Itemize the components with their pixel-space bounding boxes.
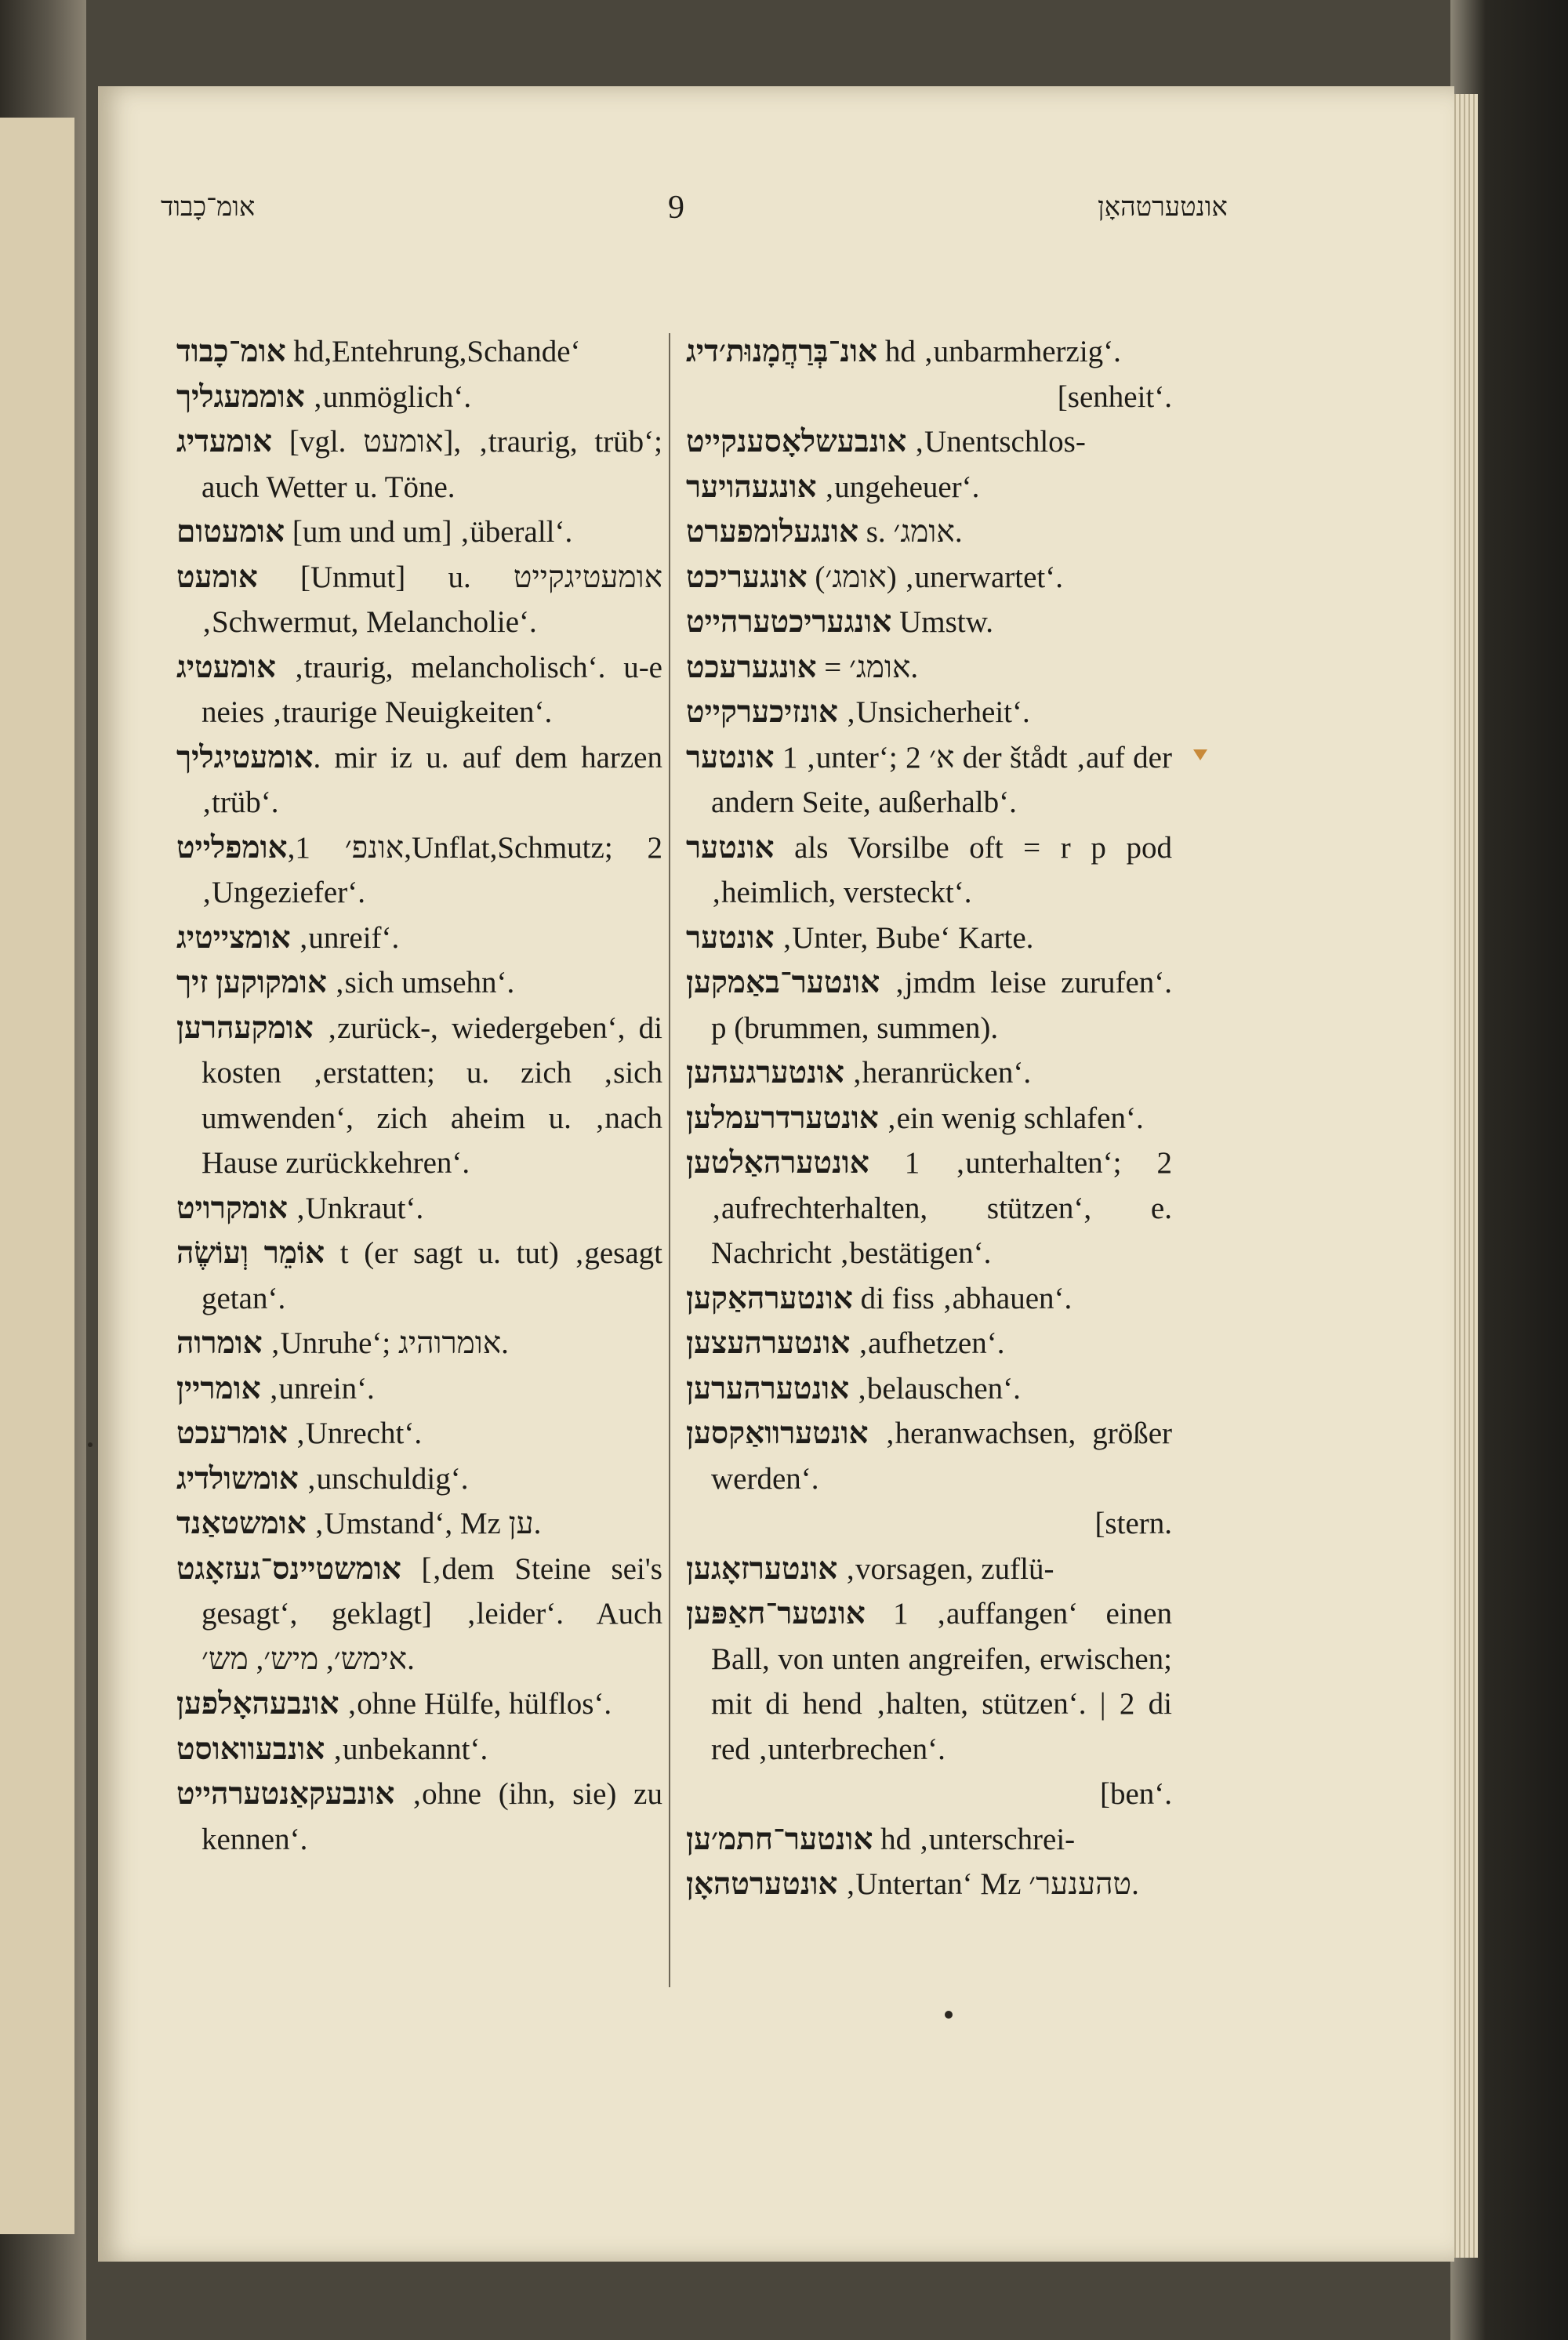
headword: אומקעהרען xyxy=(176,1010,314,1045)
definition: [um und um] ‚überall‘. xyxy=(285,515,573,549)
dictionary-entry xyxy=(686,1591,1172,1772)
dictionary-entry xyxy=(686,1547,1172,1592)
margin-marker-icon xyxy=(1193,749,1207,760)
dictionary-entry xyxy=(686,1772,1172,1817)
page-number: 9 xyxy=(668,190,684,226)
ink-speck xyxy=(945,2011,953,2019)
definition: ‚traurig, melancholisch‘. u-e neies ‚traurige Neuigkeiten‘. xyxy=(201,650,662,729)
definition: (אומג׳) ‚unerwartet‘. xyxy=(807,560,1063,594)
definition: ‚ungeheuer‘. xyxy=(816,470,980,504)
dictionary-entry xyxy=(176,1186,662,1232)
definition: ‚belauschen‘. xyxy=(849,1371,1021,1406)
definition: ‚Unsicherheit‘. xyxy=(837,695,1030,729)
dictionary-entry xyxy=(176,1682,662,1727)
dictionary-entry xyxy=(176,375,662,420)
headword: אונטערהערען xyxy=(686,1371,850,1406)
dictionary-entry xyxy=(176,1727,662,1772)
dictionary-entry xyxy=(686,1096,1172,1141)
definition: hd ‚unbarmherzig‘. xyxy=(877,335,1121,368)
definition: ‚vorsagen, zuflü- xyxy=(837,1551,1054,1586)
definition: Umstw. xyxy=(891,605,993,639)
definition: s. אומג׳. xyxy=(858,515,963,549)
definition: [ben‘. xyxy=(1099,1777,1172,1811)
headword: אומעט xyxy=(176,560,258,594)
dictionary-entry xyxy=(686,555,1172,600)
definition: ‚sich umsehn‘. xyxy=(326,966,515,999)
definition: ‚unbekannt‘. xyxy=(325,1732,488,1766)
left-column xyxy=(176,329,662,1862)
headword: אונטער־חאַפּען xyxy=(686,1597,866,1631)
dictionary-entry xyxy=(686,375,1172,420)
headword: אונגעריכט xyxy=(686,560,808,594)
headword: אונבעקאַנטערהייט xyxy=(176,1777,395,1811)
definition: ,אונפ׳ 1,Unflat,Schmutz; 2 ‚Ungeziefer‘. xyxy=(201,830,662,909)
dictionary-entry xyxy=(686,1411,1172,1501)
definition: ‚aufhetzen‘. xyxy=(850,1326,1005,1360)
dictionary-entry xyxy=(686,916,1172,961)
definition: ‚jmdm leise zurufen‘. p (brummen, summen). xyxy=(711,966,1172,1045)
headword: אומעטיגליך xyxy=(176,740,314,775)
headword: אונגעריכטערהייט xyxy=(686,605,892,639)
definition: hd,Entehrung,Schande‘ xyxy=(285,335,581,368)
definition: ‚unmöglich‘. xyxy=(304,379,472,414)
headword: אונטער xyxy=(686,740,775,775)
dictionary-entry xyxy=(176,1411,662,1457)
dictionary-entry xyxy=(176,1006,662,1186)
headword: אומקוקען זיך xyxy=(176,966,327,999)
definition: ‚ohne Hülfe, hülflos‘. xyxy=(339,1687,612,1721)
headword: אונגערעכט xyxy=(686,650,817,684)
definition: 1 ‚unterhalten‘; 2 ‚aufrechterhalten, stützen‘, e. Nachricht ‚bestätigen‘. xyxy=(711,1146,1172,1270)
definition: ‚Unrecht‘. xyxy=(287,1417,423,1450)
headword: אונטער xyxy=(686,920,775,955)
dictionary-entry xyxy=(176,419,662,510)
headword: אונבעשלאָסענקייט xyxy=(686,425,907,459)
definition: [stern. xyxy=(1094,1507,1172,1540)
dictionary-entry xyxy=(176,645,662,735)
definition: [senheit‘. xyxy=(1057,379,1172,414)
definition: ‚Unkraut‘. xyxy=(287,1191,424,1225)
dictionary-entry xyxy=(176,1366,662,1412)
dictionary-entry xyxy=(176,1547,662,1682)
headword: אומעדיג xyxy=(176,425,273,459)
dictionary-entry xyxy=(686,1276,1172,1322)
definition: [Unmut] u. אומעטיגקייט ‚Schwermut, Melancholie‘. xyxy=(201,560,662,639)
definition: ‚heranrücken‘. xyxy=(844,1056,1032,1090)
definition: di fiss ‚abhauen‘. xyxy=(852,1281,1073,1315)
definition: ‚ohne (ihn, sie) zu kennen‘. xyxy=(201,1777,662,1856)
definition: ‚Unruhe‘; אומרוהיג. xyxy=(262,1326,509,1360)
dictionary-entry xyxy=(686,1050,1172,1096)
headword: אונטערטהאָן xyxy=(686,1867,838,1901)
definition: ‚unrein‘. xyxy=(260,1371,375,1406)
headword: אומשטיינס־געזאָגט xyxy=(176,1551,401,1586)
dictionary-entry xyxy=(686,825,1172,916)
dictionary-entry xyxy=(686,419,1172,465)
headword: אומרעכט xyxy=(176,1417,288,1450)
dictionary-entry xyxy=(176,510,662,555)
headword: אומשטאַנד xyxy=(176,1507,307,1540)
dictionary-entry xyxy=(686,690,1172,735)
dictionary-entry xyxy=(686,960,1172,1050)
headword: אונבעוואוסט xyxy=(176,1732,325,1766)
headword: אומפלייט xyxy=(176,830,288,865)
definition: t (er sagt u. tut) ‚gesagt getan‘. xyxy=(201,1236,662,1315)
definition: ‚Umstand‘, Mz ען. xyxy=(306,1507,542,1540)
dictionary-entry xyxy=(686,510,1172,555)
dictionary-entry xyxy=(176,1501,662,1547)
definition: ‚unschuldig‘. xyxy=(298,1461,469,1496)
definition: ‚Untertan‘ Mz טהענער׳. xyxy=(837,1867,1139,1901)
headword: אומעטום xyxy=(176,515,285,549)
headword: אונ־בְּרַחֲמָנוּת׳דיג xyxy=(686,335,878,368)
headword: אומרוה xyxy=(176,1326,263,1360)
headword: אומעטיג xyxy=(176,650,276,684)
definition: hd ‚unterschrei- xyxy=(873,1822,1076,1856)
dictionary-entry xyxy=(176,1772,662,1862)
definition: [‚dem Steine sei's gesagt‘, geklagt] ‚leider‘. Auch אימש׳, מיש׳, מש׳. xyxy=(201,1551,662,1676)
running-head-right: אונטערטהאָן xyxy=(1098,193,1228,222)
definition: 1 ‚unter‘; 2 א׳ der štådt ‚auf der andern Seite, außerhalb‘. xyxy=(711,740,1172,819)
headword: אומריין xyxy=(176,1371,261,1406)
dictionary-entry xyxy=(686,1817,1172,1863)
definition: = אומג׳. xyxy=(816,650,919,684)
definition: ‚Unentschlos- xyxy=(906,425,1086,459)
headword: אומ־כָבוד xyxy=(176,335,286,368)
ink-speck xyxy=(88,1442,93,1447)
dictionary-entry xyxy=(686,600,1172,645)
dictionary-entry xyxy=(686,1321,1172,1366)
headword: אונטערהאַלטען xyxy=(686,1146,869,1180)
definition: als Vorsilbe oft = r p pod ‚heimlich, versteckt‘. xyxy=(711,830,1172,909)
definition: [vgl. אומעט], ‚traurig, trüb‘; auch Wetter u. Töne. xyxy=(201,425,662,504)
definition: ‚ein wenig schlafen‘. xyxy=(878,1101,1144,1135)
dictionary-entry xyxy=(176,1231,662,1321)
dictionary-entry xyxy=(686,329,1172,375)
dictionary-entry xyxy=(686,1501,1172,1547)
headword: אומקרויט xyxy=(176,1191,288,1225)
headword: אונטערהאַקען xyxy=(686,1281,853,1315)
headword: אומשולדיג xyxy=(176,1461,299,1496)
definition: ‚unreif‘. xyxy=(290,920,400,955)
dictionary-entry xyxy=(176,916,662,961)
headword: אונטערזאָגען xyxy=(686,1551,838,1586)
headword: אונטער־חתמ׳ען xyxy=(686,1822,873,1856)
dictionary-entry xyxy=(176,1457,662,1502)
dictionary-entry xyxy=(686,1141,1172,1276)
dictionary-entry xyxy=(686,465,1172,510)
headword: אונטערגעהען xyxy=(686,1056,844,1090)
headword: אונגעלומפערט xyxy=(686,515,858,549)
definition: . mir iz u. auf dem harzen ‚trüb‘. xyxy=(201,740,662,819)
headword: אוֹמֵר וְעוֹשֶׂה xyxy=(176,1236,325,1270)
dictionary-entry xyxy=(176,735,662,825)
headword: אונטערהעצען xyxy=(686,1326,851,1360)
headword: אונטערוואַקסען xyxy=(686,1417,869,1450)
dictionary-entry xyxy=(176,1321,662,1366)
dictionary-entry xyxy=(686,735,1172,825)
headword: אומצייטיג xyxy=(176,920,291,955)
definition: ‚zurück-, wiedergeben‘, di kosten ‚erstatten; u. zich ‚sich umwenden‘, zich aheim u. ‚nach Hause zurückkehren‘. xyxy=(201,1010,662,1180)
dictionary-entry xyxy=(686,1862,1172,1907)
right-column xyxy=(686,329,1172,1907)
definition: ‚heranwachsen, größer werden‘. xyxy=(711,1417,1172,1496)
dictionary-entry xyxy=(176,825,662,916)
headword: אונזיכערקייט xyxy=(686,695,838,729)
headword: אונטער xyxy=(686,830,775,865)
previous-page-edge xyxy=(0,118,74,2234)
dictionary-entry xyxy=(176,960,662,1006)
column-divider xyxy=(669,333,670,1987)
definition: ‚Unter, Bube‘ Karte. xyxy=(774,920,1034,955)
running-head-left: אומ־כָבוד xyxy=(161,193,256,222)
headword: אונטער־באַמקען xyxy=(686,966,880,999)
dictionary-entry xyxy=(176,329,662,375)
dictionary-entry xyxy=(686,645,1172,691)
headword: אונבעהאָלפען xyxy=(176,1687,339,1721)
definition: 1 ‚auffangen‘ einen Ball, von unten angreifen, erwischen; mit di hend ‚halten, stützen‘. | 2 di red ‚unterbrechen‘. xyxy=(711,1597,1172,1766)
dictionary-entry xyxy=(686,1366,1172,1412)
headword: אוממעגליך xyxy=(176,379,305,414)
dictionary-entry xyxy=(176,555,662,645)
headword: אונגעהויער xyxy=(686,470,817,504)
headword: אונטערדרעמלען xyxy=(686,1101,879,1135)
